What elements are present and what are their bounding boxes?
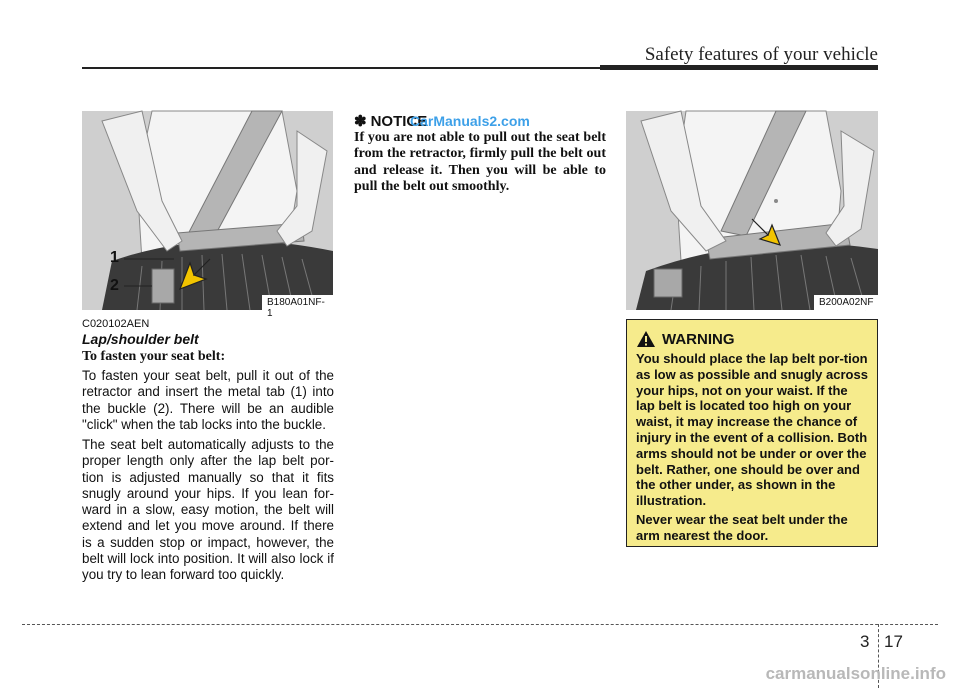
footer-dashed-rule	[22, 624, 938, 625]
adjust-paragraph: The seat belt automatically adjusts to the proper length only after the lap belt por-tion is adjusted manually so that it fits snugly around your hips. If you lean for-ward in a slow, easy motion, the belt will extend and let you move around. If there is a sudden stop or impact, however, the belt will lock into position. It will also lock if you try to lean forward too quickly.	[82, 437, 334, 583]
warning-triangle-icon	[636, 330, 656, 348]
illustration-drawing	[82, 111, 333, 310]
footer-brand: carmanualsonline.info	[765, 664, 946, 683]
figure-code-right: B200A02NF	[814, 295, 878, 310]
warning-title: WARNING	[662, 330, 735, 348]
chapter-number: 3	[860, 632, 870, 651]
warning-box	[626, 319, 878, 547]
running-header: Safety features of your vehicle	[644, 44, 878, 65]
figure-code-left: B180A01NF-1	[262, 295, 333, 321]
section-subtitle: Lap/shoulder belt	[82, 331, 199, 347]
warning-paragraph-1: You should place the lap belt por-tion as low as possible and snugly across your hips, not on your waist. If the lap belt is located too high on your waist, it may increase the chance of injury in the event of a collision. Both arms should not be under or over the belt. Rather, one should be over and the other under, as shown in the illustration.	[636, 351, 868, 509]
warning-heading	[636, 330, 868, 348]
watermark-text: CarManuals2.com	[410, 113, 530, 129]
section-code: C020102AEN	[82, 318, 150, 330]
callout-2: 2	[110, 277, 119, 294]
seat-belt-fasten-illustration	[82, 111, 333, 319]
page-number: 17	[884, 632, 903, 651]
seat-belt-position-illustration	[626, 111, 878, 310]
notice-text: If you are not able to pull out the seat belt from the retractor, firmly pull the belt out and release it. Then you will be able to pull the belt out smoothly.	[354, 130, 606, 194]
warning-paragraph-2: Never wear the seat belt under the arm nearest the door.	[636, 511, 848, 543]
notice-star-icon: ✽	[354, 113, 367, 130]
illustration-drawing-right	[626, 111, 878, 310]
instruction-heading: To fasten your seat belt:	[82, 349, 226, 364]
notice-title: NOTICE	[370, 112, 428, 130]
callout-1: 1	[110, 249, 119, 266]
header-rule-accent	[600, 65, 878, 70]
fasten-paragraph: To fasten your seat belt, pull it out of the retractor and insert the metal tab (1) into the buckle (2). There will be an audible "click" when the tab locks into the buckle.	[82, 368, 334, 432]
